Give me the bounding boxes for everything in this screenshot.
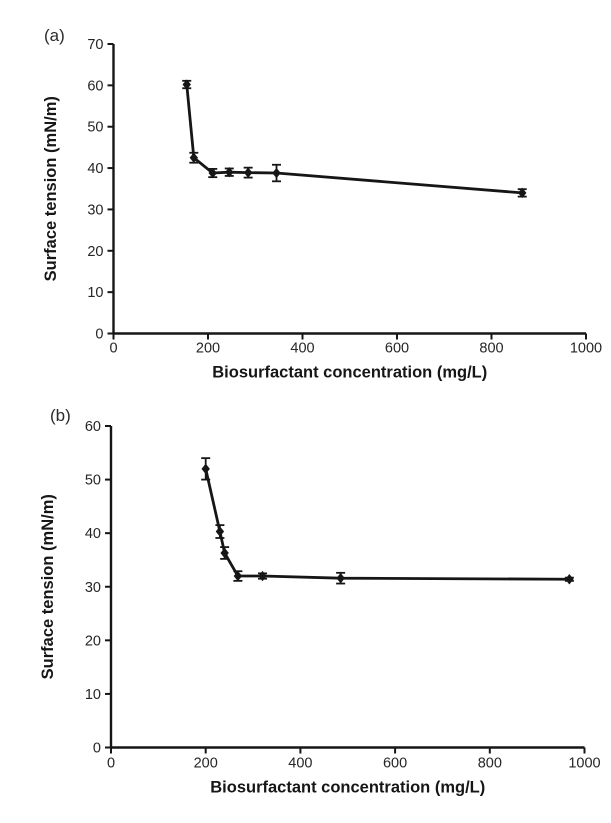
x-axis-tick-label: 1000 <box>569 340 603 357</box>
x-axis-tick-label: 0 <box>106 755 116 772</box>
y-axis-tick-label: 20 <box>87 243 104 260</box>
y-axis-tick-label: 30 <box>84 579 101 596</box>
x-axis-title: Biosurfactant concentration (mg/L) <box>212 363 488 382</box>
data-series-line <box>187 85 522 193</box>
x-axis-tick-label: 0 <box>109 340 118 357</box>
diamond-marker <box>202 464 210 474</box>
chart-b-plot <box>0 400 611 823</box>
x-axis-tick-label: 800 <box>479 340 504 357</box>
x-axis-tick-label: 1000 <box>568 755 601 772</box>
x-axis-title: Biosurfactant concentration (mg/L) <box>210 778 486 797</box>
chart-a-plot <box>0 0 611 400</box>
chart-panel-a <box>0 0 611 400</box>
y-axis-tick-label: 50 <box>84 472 101 489</box>
y-axis-tick-label: 10 <box>84 686 101 703</box>
x-axis-tick-label: 600 <box>384 340 410 357</box>
diamond-marker <box>244 167 252 177</box>
y-axis-tick-label: 30 <box>87 202 104 219</box>
data-series-line <box>206 469 570 579</box>
y-axis-tick-label: 0 <box>95 326 104 343</box>
x-axis-tick-label: 400 <box>290 340 315 357</box>
x-axis-tick-label: 800 <box>477 755 502 772</box>
y-axis-title: Surface tension (mN/m) <box>39 494 57 680</box>
chart-panel-b <box>0 400 611 823</box>
panel-label-b: (b) <box>50 406 71 425</box>
diamond-marker <box>216 526 224 536</box>
x-axis-tick-label: 600 <box>382 755 408 772</box>
x-axis-tick-label: 200 <box>193 755 218 772</box>
y-axis-tick-label: 0 <box>92 740 101 757</box>
error-bars <box>201 458 574 583</box>
x-axis-tick-label: 400 <box>288 755 313 772</box>
axes <box>85 419 601 772</box>
data-point-markers <box>202 464 574 585</box>
panel-label-a: (a) <box>44 26 65 45</box>
y-axis-title: Surface tension (mN/m) <box>42 96 60 282</box>
y-axis-tick-label: 10 <box>87 285 104 302</box>
x-axis-tick-label: 200 <box>195 340 221 357</box>
y-axis-tick-label: 60 <box>84 419 101 435</box>
y-axis-tick-label: 40 <box>87 161 104 178</box>
y-axis-tick-label: 50 <box>87 119 104 136</box>
diamond-marker <box>565 574 573 584</box>
diamond-marker <box>336 573 344 583</box>
y-axis-tick-label: 60 <box>87 78 104 95</box>
y-axis-tick-label: 70 <box>87 37 104 53</box>
y-axis-tick-label: 40 <box>84 526 101 543</box>
diamond-marker <box>258 571 266 581</box>
y-axis-tick-label: 20 <box>84 633 101 650</box>
diamond-marker <box>272 168 280 178</box>
